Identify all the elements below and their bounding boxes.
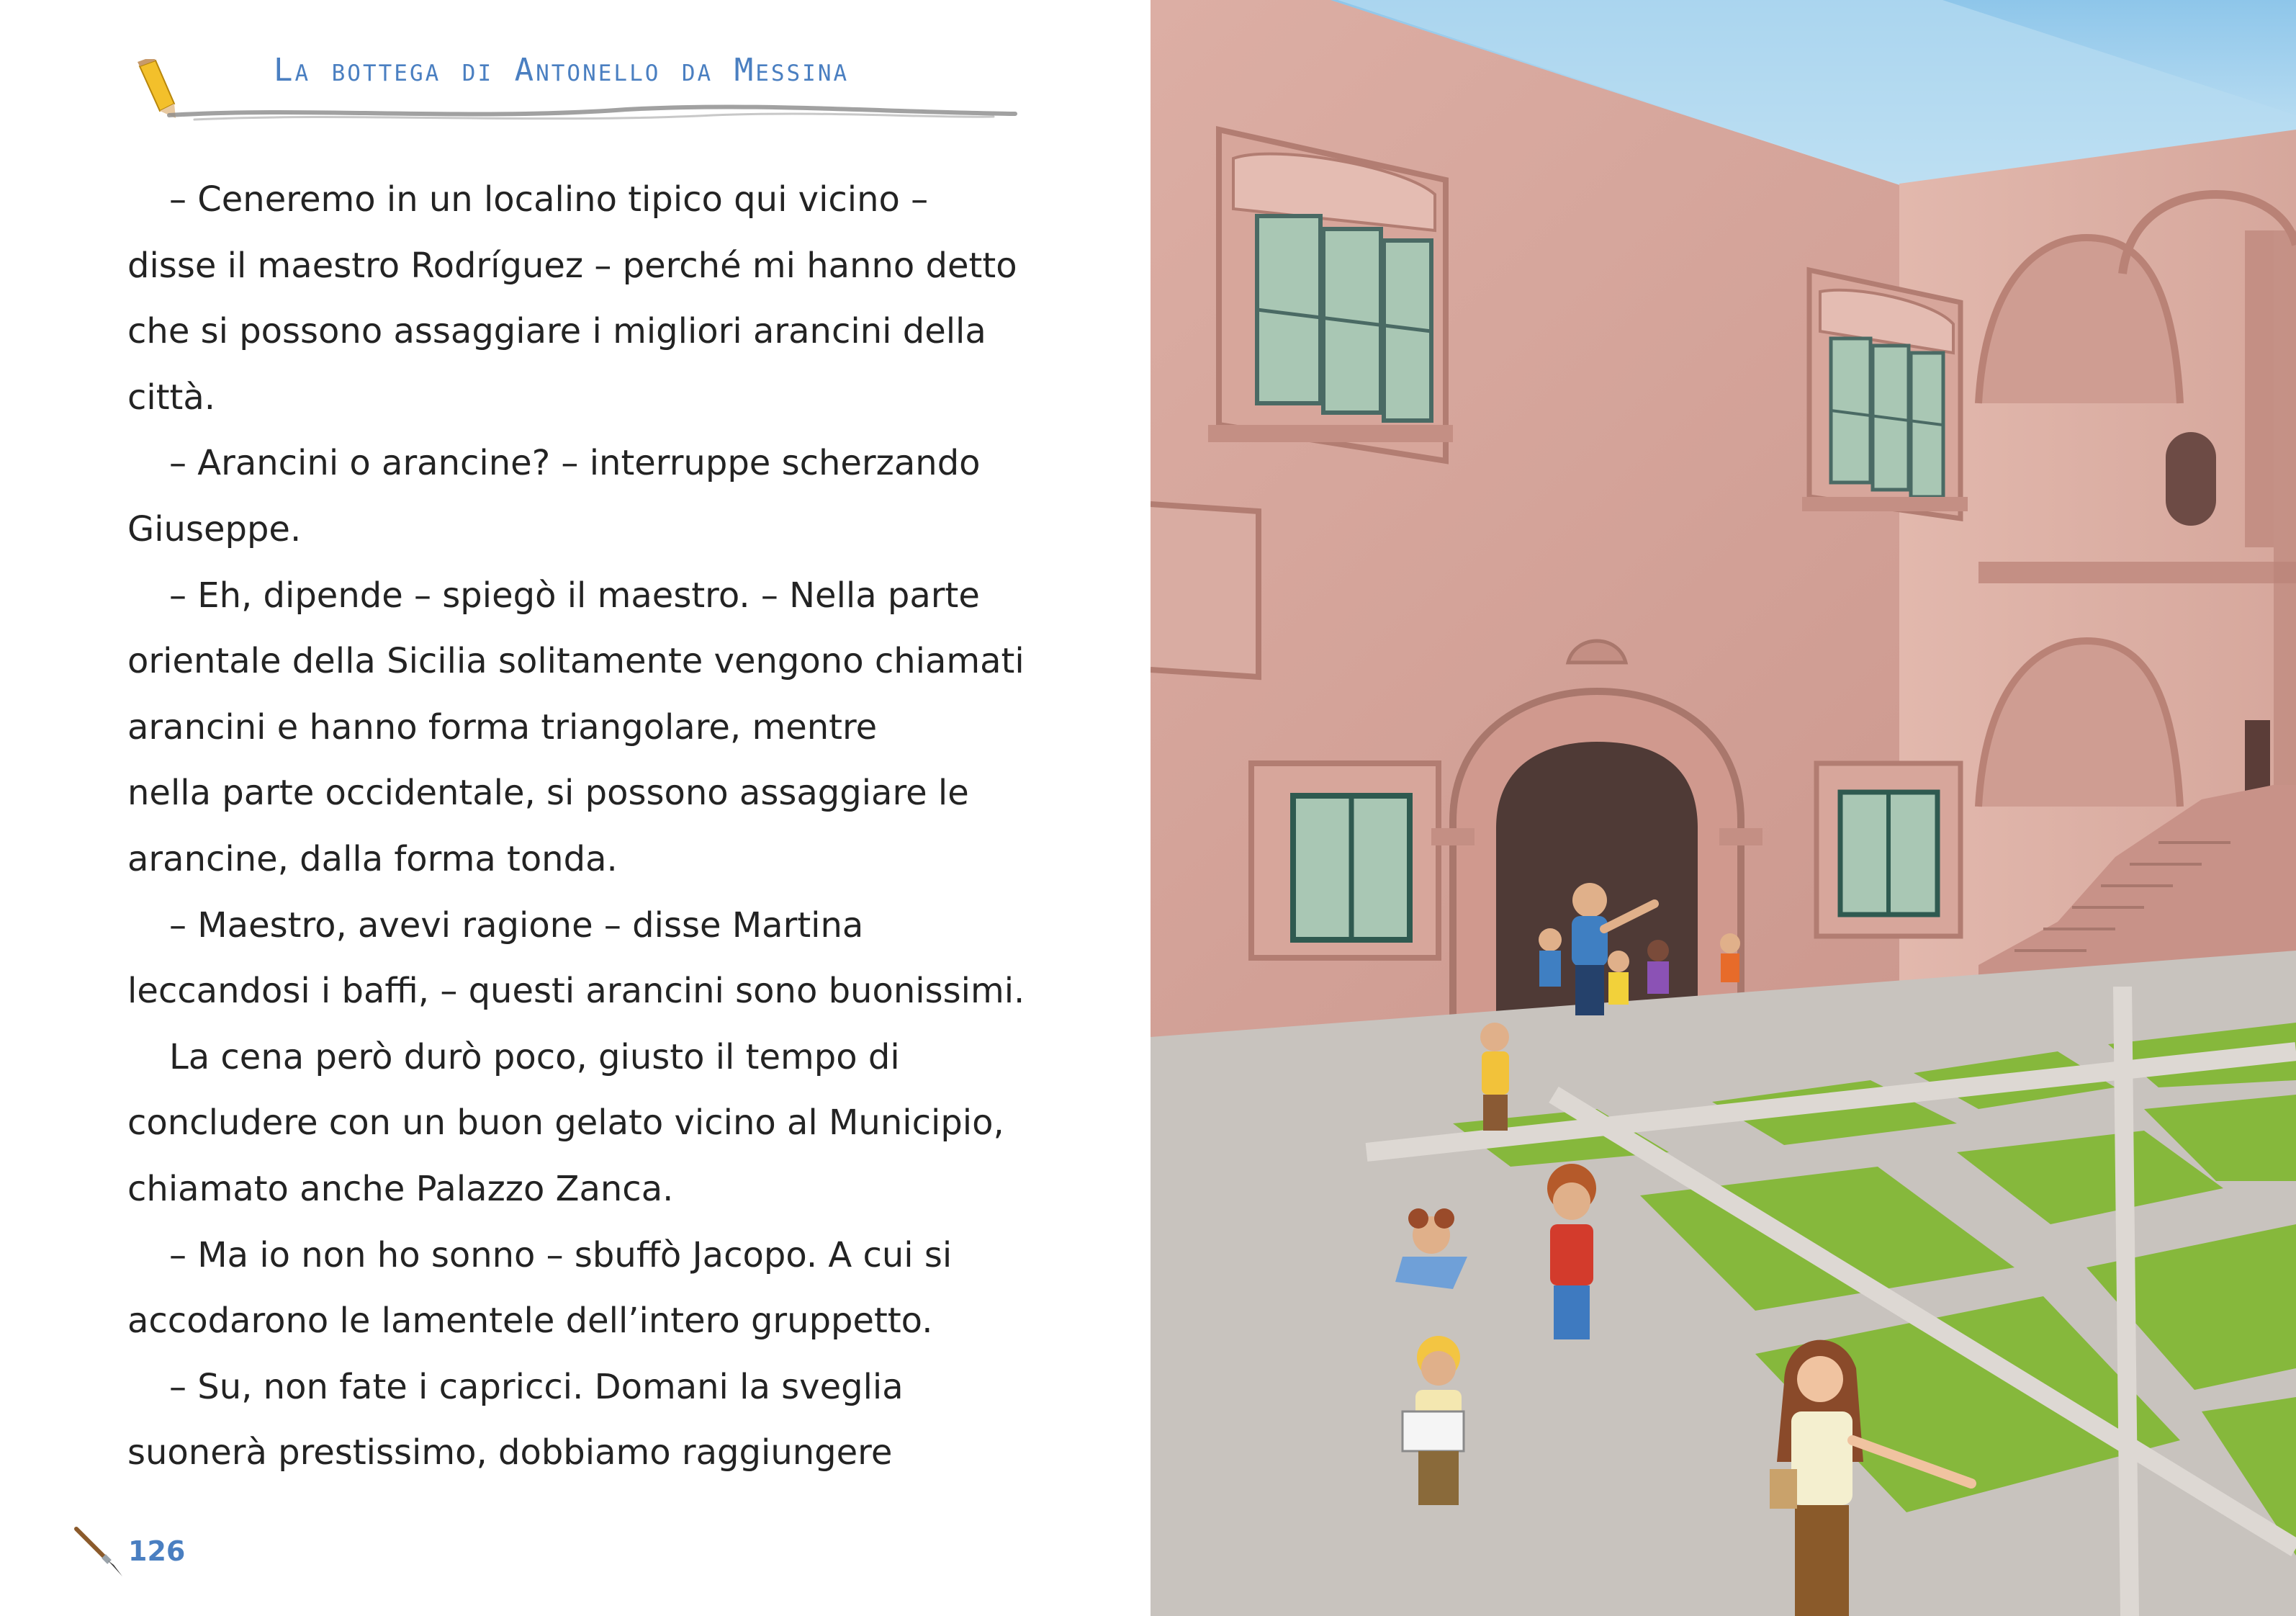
body-text [127, 167, 1027, 1486]
text-line: – Ceneremo in un localino tipico qui vicino – [169, 179, 929, 220]
text-line: – Arancini o arancine? – interruppe scherzando [169, 443, 981, 484]
lower-window-right [1816, 763, 1960, 936]
upper-window-right [1802, 270, 1968, 519]
text-line: leccandosi i baffi, – questi arancini sono buonissimi. [127, 971, 1025, 1012]
text-line: disse il maestro Rodríguez – perché mi hanno detto [127, 245, 1017, 286]
running-header: La bottega di Antonello da Messina [274, 52, 850, 89]
text-line: città. [127, 377, 216, 418]
text-line: concludere con un buon gelato vicino al Municipio, [127, 1103, 1004, 1144]
courtyard-illustration [1151, 0, 2296, 1616]
text-line: – Eh, dipende – spiegò il maestro. – Nella parte [169, 575, 980, 616]
lower-window-left [1251, 763, 1439, 958]
text-line: nella parte occidentale, si possono assaggiare le [127, 773, 969, 814]
text-line: arancine, dalla forma tonda. [127, 838, 618, 879]
text-line: arancini e hanno forma triangolare, mentre [127, 706, 878, 748]
text-line: – Maestro, avevi ragione – disse Martina [169, 904, 864, 946]
text-line: chiamato anche Palazzo Zanca. [127, 1168, 674, 1209]
text-line: che si possono assaggiare i migliori arancini della [127, 311, 986, 352]
boy-yellow-shirt [1480, 1023, 1509, 1131]
text-line: Giuseppe. [127, 508, 302, 549]
text-line: – Su, non fate i capricci. Domani la sveglia [169, 1366, 904, 1407]
text-line: orientale della Sicilia solitamente vengono chiamati [127, 641, 1025, 682]
text-line: suonerà prestissimo, dobbiamo raggiungere [127, 1432, 893, 1473]
header-underline [166, 99, 1022, 128]
text-line: La cena però durò poco, giusto il tempo di [169, 1036, 900, 1077]
upper-window-left [1208, 130, 1453, 461]
paintbrush-icon [71, 1523, 125, 1578]
text-line: accodarono le lamentele dell’intero gruppetto. [127, 1301, 933, 1342]
boy-curly-hair [1547, 1164, 1596, 1339]
text-line: – Ma io non ho sonno – sbuffò Jacopo. A cui si [169, 1234, 953, 1275]
page-number: 126 [128, 1535, 186, 1567]
illustration-page [1151, 0, 2296, 1616]
